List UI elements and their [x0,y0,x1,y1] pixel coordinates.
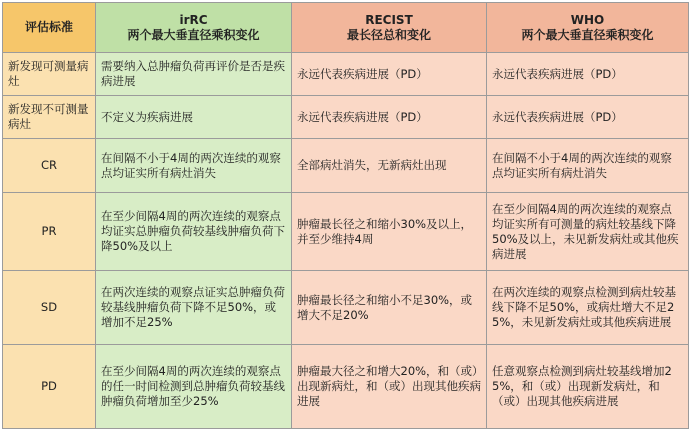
who-cell: 任意观察点检测到病灶较基线增加25%，和（或）出现新发病灶，和（或）出现其他疾病进展 [487,345,689,429]
who-cell: 在两次连续的观察点检测到病灶较基线下降不足50%，或病灶增大不足25%，未见新发病灶或其他疾病进展 [487,271,689,345]
recist-cell: 永远代表疾病进展（PD） [292,96,487,139]
irrc-cell: 不定义为疾病进展 [96,96,292,139]
recist-cell: 永远代表疾病进展（PD） [292,53,487,96]
who-cell: 永远代表疾病进展（PD） [487,53,689,96]
header-who [487,3,689,53]
row-label-cell: PR [3,193,96,271]
row-label-cell [3,96,96,139]
row-label-cell: CR [3,139,96,193]
table-row [3,193,689,271]
header-row [3,3,689,53]
irrc-cell: 在至少间隔4周的两次连续的观察点的任一时间检测到总肿瘤负荷较基线肿瘤负荷增加至少25% [96,345,292,429]
table-row [3,271,689,345]
row-label-cell [3,53,96,96]
header-criteria [3,3,96,53]
header-criteria-label: 评估标准 [24,20,73,34]
header-who-title: WHO [570,12,605,27]
recist-cell: 肿瘤最大径之和增大20%，和（或）出现新病灶，和（或）出现其他疾病进展 [292,345,487,429]
header-recist [292,3,487,53]
header-recist-title: RECIST [365,12,413,27]
header-irrc-subtitle: 两个最大垂直径乘积变化 [127,27,260,42]
who-cell: 永远代表疾病进展（PD） [487,96,689,139]
row-label-cell: SD [3,271,96,345]
header-who-subtitle: 两个最大垂直径乘积变化 [521,27,654,42]
row-label: 新发现不可测量病灶 [8,102,89,131]
recist-cell: 肿瘤最长径之和缩小30%及以上，并至少维持4周 [292,193,487,271]
recist-cell: 肿瘤最长径之和缩小不足30%，或增大不足20% [292,271,487,345]
recist-cell: 全部病灶消失，无新病灶出现 [292,139,487,193]
row-label-cell: PD [3,345,96,429]
table-row [3,139,689,193]
irrc-cell: 在间隔不小于4周的两次连续的观察点均证实所有病灶消失 [96,139,292,193]
header-irrc [96,3,292,53]
criteria-comparison-table [2,2,689,429]
table-row [3,96,689,139]
irrc-cell: 需要纳入总肿瘤负荷再评价是否是疾病进展 [96,53,292,96]
who-cell: 在至少间隔4周的两次连续的观察点均证实所有可测量的病灶较基线下降50%及以上，未见新发病灶或其他疾病进展 [487,193,689,271]
irrc-cell: 在两次连续的观察点证实总肿瘤负荷较基线肿瘤负荷下降不足50%，或增加不足25% [96,271,292,345]
header-irrc-title: irRC [179,12,208,27]
table-row [3,345,689,429]
row-label: 新发现可测量病灶 [8,59,89,88]
table-row [3,53,689,96]
irrc-cell: 在至少间隔4周的两次连续的观察点均证实总肿瘤负荷较基线肿瘤负荷下降50%及以上 [96,193,292,271]
who-cell: 在间隔不小于4周的两次连续的观察点均证实所有病灶消失 [487,139,689,193]
header-recist-subtitle: 最长径总和变化 [346,27,431,42]
